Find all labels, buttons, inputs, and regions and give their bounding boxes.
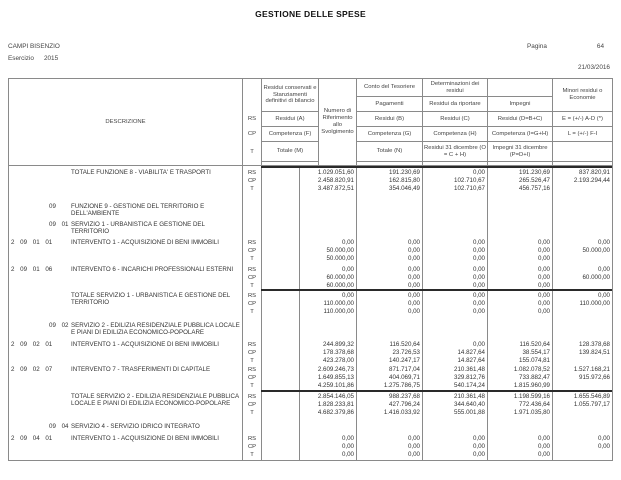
row-code: 2 09 02 01 (11, 341, 53, 348)
header-col-b (356, 79, 422, 165)
header-minori-residui: Minori residui o Economie (553, 79, 612, 112)
row-description: TOTALE SERVIZIO 1 - URBANISTICA E GESTIONE DEL TERRITORIO (71, 292, 230, 307)
row-rs-cp-t: RS CP T (242, 432, 261, 460)
page-title: GESTIONE DELLE SPESE (255, 9, 366, 19)
header-col-c (422, 79, 487, 165)
col-e-values: 0,00 60.000,00 (552, 263, 612, 289)
fiscal-year-label: Esercizio (8, 55, 34, 62)
col-a-values: 0,00 110.000,00 110.000,00 (299, 289, 356, 319)
col-d-values (487, 218, 552, 236)
col-e-values (552, 420, 612, 432)
header-conto-tesoriere: Conto del Tesoriere (357, 79, 422, 97)
col-d-values: 0,00 0,00 0,00 (487, 432, 552, 460)
col-c-values: 0,00 14.827,64 14.827,64 (422, 338, 487, 363)
row-code: 09 04 (49, 423, 69, 430)
col-a-values (299, 319, 356, 338)
header-col-e (552, 79, 612, 165)
row-code: 2 09 04 01 (11, 435, 53, 442)
col-b-values: 191.230,69 162.815,80 354.046,49 (356, 166, 422, 200)
col-e-values: 0,00 0,00 (552, 432, 612, 460)
row-ref-number (261, 218, 299, 236)
col-b-values (356, 319, 422, 338)
col-a-values: 0,00 50.000,00 50.000,00 (299, 236, 356, 263)
row-description: TOTALE FUNZIONE 8 - VIABILITA' E TRASPORTI (71, 169, 211, 176)
header-impegni: Impegni (488, 97, 552, 112)
col-b-values (356, 420, 422, 432)
col-c-values: 0,00 0,00 0,00 (422, 289, 487, 319)
row-ref-number (261, 236, 299, 263)
col-c-values: 0,00 0,00 0,00 (422, 263, 487, 289)
header-residui-a: Residui (A) (262, 112, 318, 127)
row-code (9, 166, 71, 200)
col-d-values (487, 319, 552, 338)
header-numero-riferimento: Numero di Riferimento allo Svolgimento (321, 108, 354, 135)
row-ref-number (261, 390, 299, 420)
col-c-values: 0,00 102.710,67 102.710,67 (422, 166, 487, 200)
row-code: 09 (49, 203, 56, 210)
col-b-values: 871.717,04 404.069,71 1.275.786,75 (356, 363, 422, 390)
page-number-label: Pagina (527, 43, 547, 50)
header-residui-da-riportare: Residui da riportare (423, 97, 487, 112)
table-row (9, 200, 612, 218)
col-a-values: 2.609.246,73 1.649.855,13 4.259.101,86 (299, 363, 356, 390)
col-c-values (422, 218, 487, 236)
col-e-values: 128.378,68 139.824,51 (552, 338, 612, 363)
header-descrizione: DESCRIZIONE (105, 118, 146, 125)
row-description: INTERVENTO 1 - ACQUISIZIONE DI BENI IMMOBILI (71, 435, 219, 442)
row-code (9, 289, 71, 319)
header-col-descrizione (9, 79, 242, 165)
col-d-values: 116.520,64 38.554,17 155.074,81 (487, 338, 552, 363)
col-a-values (299, 200, 356, 218)
col-a-values: 0,00 0,00 0,00 (299, 432, 356, 460)
col-a-values: 2.854.146,05 1.828.233,81 4.682.379,86 (299, 390, 356, 420)
row-code: 09 02 (49, 322, 69, 329)
row-description: SERVIZIO 2 - EDILIZIA RESIDENZIALE PUBBLICA LOCALE E PIANI DI EDILIZIA ECONOMICO-POPOLARE (71, 322, 240, 337)
row-description: INTERVENTO 7 - TRASFERIMENTI DI CAPITALE (71, 366, 211, 373)
header-residui-d: Residui (D=B+C) (488, 112, 552, 127)
row-code: 2 09 02 07 (11, 366, 53, 373)
row-ref-number (261, 432, 299, 460)
expense-table (8, 78, 613, 461)
header-totale-m: Totale (M) (262, 142, 318, 162)
col-b-values: 988.237,68 427.796,24 1.416.033,92 (356, 390, 422, 420)
header-col-d (487, 79, 552, 165)
row-rs-cp-t: RS CP T (242, 166, 261, 200)
row-ref-number (261, 363, 299, 390)
header-determinazioni: Determinazioni dei residui (423, 79, 487, 97)
row-ref-number (261, 263, 299, 289)
table-row (9, 363, 612, 390)
header-pagamenti: Pagamenti (357, 97, 422, 112)
row-description: FUNZIONE 9 - GESTIONE DEL TERRITORIO E DELL'AMBIENTE (71, 203, 205, 218)
header-residui-31-dicembre: Residui 31 dicembre (O = C + H) (423, 142, 487, 162)
col-d-values: 1.082.078,52 733.882,47 1.815.960,99 (487, 363, 552, 390)
header-col-a-title: Residui conservati e Stanziamenti definitivi di bilancio (262, 79, 318, 112)
col-c-values: 210.361,48 344.640,40 555.001,88 (422, 390, 487, 420)
table-row (9, 218, 612, 236)
header-competenza-i: Competenza (I=G+H) (488, 127, 552, 142)
col-a-values: 244.899,32 178.378,68 423.278,00 (299, 338, 356, 363)
row-description: INTERVENTO 6 - INCARICHI PROFESSIONALI ESTERNI (71, 266, 234, 273)
col-e-values: 0,00 50.000,00 (552, 236, 612, 263)
header-totale-n: Totale (N) (357, 142, 422, 162)
row-ref-number (261, 289, 299, 319)
row-description: INTERVENTO 1 - ACQUISIZIONE DI BENI IMMOBILI (71, 239, 219, 246)
row-description: SERVIZIO 4 - SERVIZIO IDRICO INTEGRATO (71, 423, 200, 430)
table-row (9, 338, 612, 363)
col-b-values (356, 200, 422, 218)
row-code: 09 01 (49, 221, 69, 228)
table-row (9, 263, 612, 289)
col-c-values: 0,00 0,00 0,00 (422, 236, 487, 263)
row-rs-cp-t (242, 218, 261, 236)
row-rs-cp-t: RS CP T (242, 390, 261, 420)
header-t: T (250, 148, 254, 155)
col-e-values (552, 319, 612, 338)
table-row (9, 420, 612, 432)
header-col-numero (318, 79, 356, 165)
col-a-values (299, 218, 356, 236)
col-c-values: 0,00 0,00 0,00 (422, 432, 487, 460)
row-rs-cp-t (242, 319, 261, 338)
row-ref-number (261, 420, 299, 432)
row-rs-cp-t: RS CP T (242, 263, 261, 289)
col-e-values (552, 218, 612, 236)
col-c-values (422, 319, 487, 338)
header-e-blank (553, 142, 612, 162)
col-d-values (487, 200, 552, 218)
col-b-values (356, 218, 422, 236)
col-e-values: 1.527.168,21 915.972,66 (552, 363, 612, 390)
col-d-values: 191.230,69 265.526,47 456.757,16 (487, 166, 552, 200)
table-row (9, 166, 612, 200)
row-rs-cp-t: RS CP T (242, 338, 261, 363)
col-c-values (422, 420, 487, 432)
organization-name: CAMPI BISENZIO (8, 43, 60, 50)
row-code (9, 390, 71, 420)
row-ref-number (261, 319, 299, 338)
col-b-values: 116.520,64 23.726,53 140.247,17 (356, 338, 422, 363)
col-a-values: 0,00 60.000,00 60.000,00 (299, 263, 356, 289)
header-residui-c: Residui (C) (423, 112, 487, 127)
fiscal-year-value: 2015 (43, 55, 59, 62)
row-ref-number (261, 200, 299, 218)
table-row (9, 319, 612, 338)
col-c-values: 210.361,48 329.812,76 540.174,24 (422, 363, 487, 390)
header-competenza-g: Competenza (G) (357, 127, 422, 142)
row-description: SERVIZIO 1 - URBANISTICA E GESTIONE DEL TERRITORIO (71, 221, 205, 236)
row-rs-cp-t: RS CP T (242, 236, 261, 263)
header-competenza-h: Competenza (H) (423, 127, 487, 142)
col-b-values: 0,00 0,00 0,00 (356, 289, 422, 319)
header-formula-l: L = (+/-) F-I (553, 127, 612, 142)
header-competenza-f: Competenza (F) (262, 127, 318, 142)
header-rs: RS (247, 116, 257, 123)
row-ref-number (261, 166, 299, 200)
header-impegni-31-dicembre: Impegni 31 dicembre (P=D+I) (488, 142, 552, 162)
table-header (9, 79, 612, 166)
col-b-values: 0,00 0,00 0,00 (356, 236, 422, 263)
header-d-blank (488, 79, 552, 97)
fiscal-year (8, 55, 58, 62)
row-rs-cp-t: RS CP T (242, 363, 261, 390)
table-row (9, 236, 612, 263)
header-col-rscpt (242, 79, 261, 165)
row-ref-number (261, 338, 299, 363)
col-e-values: 0,00 110.000,00 (552, 289, 612, 319)
row-code: 2 09 01 01 (11, 239, 53, 246)
table-row (9, 432, 612, 460)
row-rs-cp-t (242, 420, 261, 432)
col-d-values: 0,00 0,00 0,00 (487, 263, 552, 289)
col-c-values (422, 200, 487, 218)
header-col-a (261, 79, 318, 165)
col-e-values: 837.820,91 2.193.294,44 (552, 166, 612, 200)
col-d-values: 1.198.599,16 772.436,64 1.971.035,80 (487, 390, 552, 420)
header-formula-e: E = (+/-) A-D (*) (553, 112, 612, 127)
col-d-values: 0,00 0,00 0,00 (487, 289, 552, 319)
col-d-values (487, 420, 552, 432)
header-cp: CP (247, 131, 257, 138)
header-residui-b: Residui (B) (357, 112, 422, 127)
col-e-values (552, 200, 612, 218)
table-row (9, 390, 612, 420)
col-d-values: 0,00 0,00 0,00 (487, 236, 552, 263)
table-row (9, 289, 612, 319)
col-a-values (299, 420, 356, 432)
col-b-values: 0,00 0,00 0,00 (356, 263, 422, 289)
table-body (9, 166, 612, 460)
print-date: 21/03/2016 (578, 64, 610, 71)
row-rs-cp-t (242, 200, 261, 218)
row-description: TOTALE SERVIZIO 2 - EDILIZIA RESIDENZIALE PUBBLICA LOCALE E PIANI DI EDILIZIA ECONOMICO-POPOLARE (71, 393, 239, 408)
page-number-value: 64 (596, 43, 604, 50)
col-e-values: 1.655.546,89 1.055.797,17 (552, 390, 612, 420)
row-rs-cp-t: RS CP T (242, 289, 261, 319)
col-a-values: 1.029.051,60 2.458.820,91 3.487.872,51 (299, 166, 356, 200)
row-code: 2 09 01 06 (11, 266, 53, 273)
row-description: INTERVENTO 1 - ACQUISIZIONE DI BENI IMMOBILI (71, 341, 219, 348)
col-b-values: 0,00 0,00 0,00 (356, 432, 422, 460)
